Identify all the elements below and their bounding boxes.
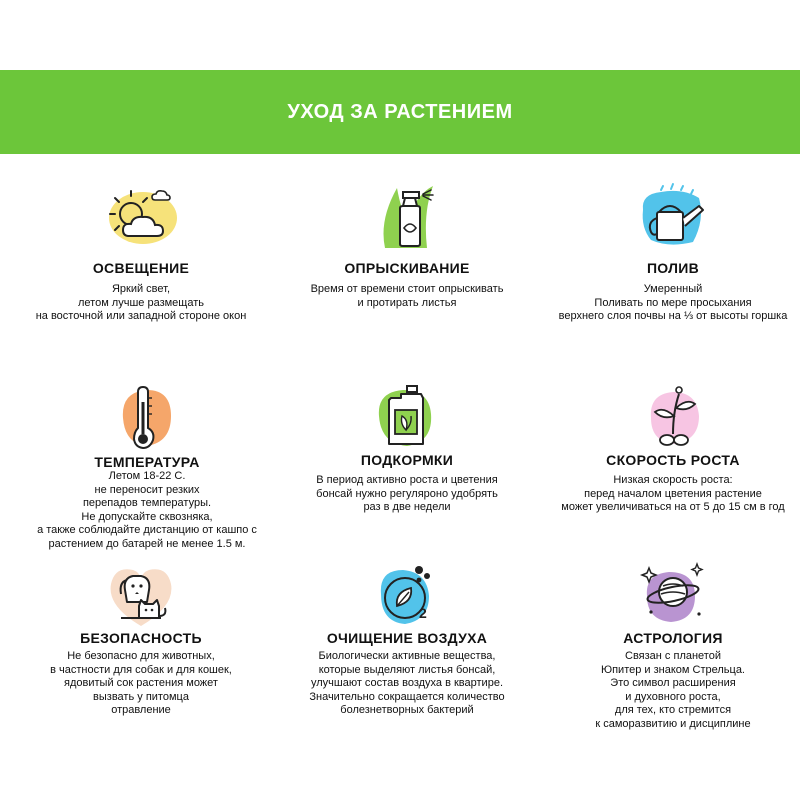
sun-cloud-icon xyxy=(101,180,181,250)
item-description xyxy=(274,474,540,515)
description-line: в частности для собак и для кошек, xyxy=(50,663,232,676)
description-line: отравление xyxy=(111,704,171,716)
care-item-watering xyxy=(540,180,800,330)
description-line: Поливать по мере просыхания xyxy=(594,296,752,309)
item-title: ТЕМПЕРАТУРА xyxy=(94,454,200,470)
item-title: ОПРЫСКИВАНИЕ xyxy=(344,260,470,276)
item-description xyxy=(274,283,540,310)
description-line: ядовитый сок растения может xyxy=(64,677,218,689)
description-line: Низкая скорость роста: xyxy=(613,474,733,486)
description-line: растением до батарей не менее 1.5 м. xyxy=(48,537,246,550)
description-line: к саморазвитию и дисциплине xyxy=(595,717,751,730)
care-item-growth-rate xyxy=(540,382,800,532)
item-description xyxy=(8,650,274,718)
page-title: УХОД ЗА РАСТЕНИЕМ xyxy=(287,100,513,123)
item-title: ПОДКОРМКИ xyxy=(360,452,454,468)
description-line: верхнего слоя почвы на ⅓ от высоты горшка xyxy=(558,310,788,322)
description-line: Умеренный xyxy=(643,283,703,295)
description-line: Связан с планетой xyxy=(625,650,721,662)
care-item-fertilizing xyxy=(274,382,540,532)
care-item-lighting xyxy=(8,180,274,330)
description-line: Не безопасно для животных, xyxy=(67,650,215,662)
fertilizer-canister-icon xyxy=(367,382,447,452)
description-line: Это символ расширения xyxy=(610,677,736,689)
description-line: и протирать листья xyxy=(357,296,457,309)
description-line: которые выделяют листья бонсай, xyxy=(318,663,496,676)
svg-text:2: 2 xyxy=(419,605,427,621)
description-line: болезнетворных бактерий xyxy=(340,704,474,716)
item-title: ПОЛИВ xyxy=(646,260,700,276)
header-banner xyxy=(0,70,800,154)
item-title: ОЧИЩЕНИЕ ВОЗДУХА xyxy=(326,630,488,646)
watering-can-icon xyxy=(633,180,713,250)
care-item-temperature xyxy=(14,382,280,552)
description-line: перед началом цветения растение xyxy=(584,487,762,500)
description-line: Биологически активные вещества, xyxy=(318,650,496,662)
care-item-air-purification xyxy=(274,560,540,730)
description-line: улучшают состав воздуха в квартире. xyxy=(310,677,503,689)
planet-icon xyxy=(633,560,713,630)
care-item-spraying xyxy=(274,180,540,330)
description-line: Значительно сокращается количество xyxy=(309,690,505,703)
item-description xyxy=(8,283,274,324)
item-description xyxy=(540,474,800,515)
description-line: а также соблюдайте дистанцию от кашпо с xyxy=(37,524,257,536)
description-line: Яркий свет, xyxy=(111,283,171,295)
pets-icon xyxy=(101,560,181,630)
description-line: и духовного роста, xyxy=(625,690,721,703)
description-line: раз в две недели xyxy=(363,501,451,513)
description-line: В период активно роста и цветения xyxy=(316,474,498,486)
description-line: Не допускайте сквозняка, xyxy=(81,510,213,523)
description-line: вызвать у питомца xyxy=(93,690,189,703)
sprout-icon xyxy=(633,382,713,452)
item-title: СКОРОСТЬ РОСТА xyxy=(606,452,740,468)
air-leaf-icon xyxy=(367,560,447,630)
description-line: не переносит резких xyxy=(94,483,200,496)
item-title: БЕЗОПАСНОСТЬ xyxy=(80,630,202,646)
item-description xyxy=(14,470,280,551)
description-line: на восточной или западной стороне окон xyxy=(35,310,247,322)
thermometer-icon xyxy=(107,382,187,452)
item-description xyxy=(540,283,800,324)
description-line: Юпитер и знаком Стрельца. xyxy=(600,663,745,676)
item-title: АСТРОЛОГИЯ xyxy=(623,630,723,646)
description-line: летом лучше размещать xyxy=(77,296,204,309)
description-line: перепадов температуры. xyxy=(82,497,212,509)
care-item-safety xyxy=(8,560,274,730)
spray-bottle-icon xyxy=(367,180,447,250)
item-title: ОСВЕЩЕНИЕ xyxy=(92,260,190,276)
description-line: может увеличиваться на от 5 до 15 см в год xyxy=(561,501,785,513)
description-line: для тех, кто стремится xyxy=(614,704,732,716)
description-line: бонсай нужно регуляроно удобрять xyxy=(316,487,498,500)
description-line: Летом 18-22 С. xyxy=(108,470,186,482)
item-description xyxy=(274,650,540,718)
description-line: Время от времени стоит опрыскивать xyxy=(310,283,504,295)
item-description xyxy=(540,650,800,731)
care-item-astrology xyxy=(540,560,800,730)
